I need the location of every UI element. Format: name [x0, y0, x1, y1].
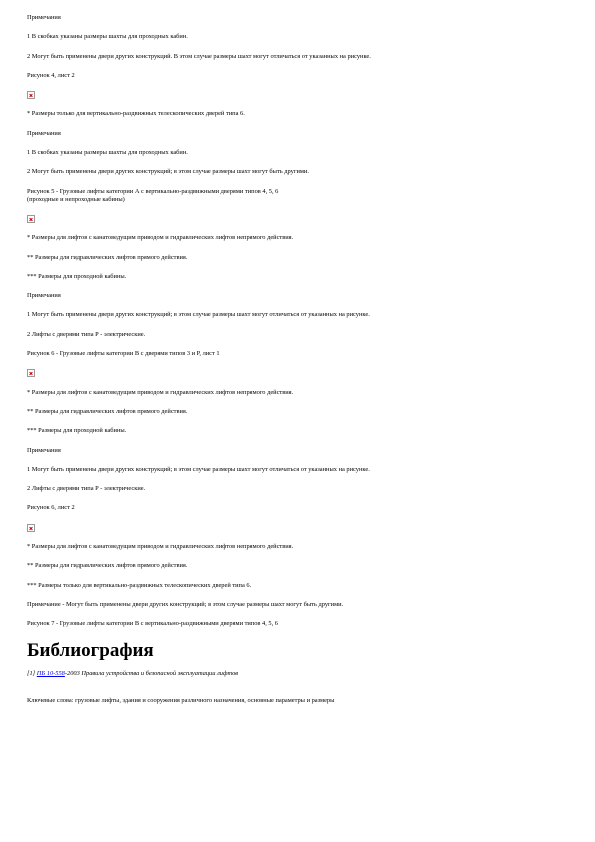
paragraph: Примечания	[27, 446, 61, 454]
paragraph: Рисунок 7 - Грузовые лифты категории В с вертикально-раздвижными дверями типов 4, 5, 6	[27, 620, 279, 628]
paragraph: Примечания	[27, 292, 61, 300]
paragraph: Рисунок 4, лист 2	[27, 71, 75, 79]
paragraph: 1 Могут быть применены двери других конструкций; в этом случае размеры шахт могут отличаться от указанных на рисунке.	[27, 311, 370, 319]
paragraph: Примечания	[27, 14, 61, 21]
paragraph: * Размеры для лифтов с канатоведущим приводом и гидравлических лифтов непрямого действия.	[27, 234, 294, 242]
paragraph: Примечание - Могут быть применены двери других конструкций; в этом случае размеры шахт могут быть другими.	[27, 600, 344, 608]
caption-line: Рисунок 5 - Грузовые лифты категории А с вертикально-раздвижными дверями типов 4, 5, 6	[27, 187, 279, 195]
paragraph: Рисунок 6, лист 2	[27, 504, 75, 512]
paragraph: ** Размеры для гидравлических лифтов прямого действия.	[27, 562, 188, 570]
paragraph: 1 В скобках указаны размеры шахты для проходных кабин.	[27, 149, 188, 157]
paragraph: 2 Могут быть применены двери других конструкций. В этом случае размеры шахт могут отличаться от указанных на рисунке.	[27, 52, 371, 60]
paragraph: 2 Могут быть применены двери других конструкций; в этом случае размеры шахт могут быть другими.	[27, 168, 309, 176]
paragraph: * Размеры для лифтов с канатоведущим приводом и гидравлических лифтов непрямого действия.	[27, 543, 294, 551]
document-page	[27, 14, 572, 705]
broken-image-icon	[27, 91, 35, 99]
reference-title: -2003 Правила устройства и безопасной эксплуатации лифтов	[64, 669, 239, 677]
broken-image-icon	[27, 369, 35, 377]
paragraph: 2 Лифты с дверями типа Р - электрические.	[27, 330, 146, 338]
broken-image-icon	[27, 524, 35, 532]
paragraph: * Размеры только для вертикально-раздвижных телескопических дверей типа 6.	[27, 110, 245, 118]
paragraph: 1 Могут быть применены двери других конструкций; в этом случае размеры шахт могут отличаться от указанных на рисунке.	[27, 465, 370, 473]
paragraph: *** Размеры только для вертикально-раздвижных телескопических дверей типа 6.	[27, 581, 252, 589]
section-heading: Библиография	[27, 639, 154, 661]
paragraph: ** Размеры для гидравлических лифтов прямого действия.	[27, 407, 188, 415]
figure-caption	[27, 188, 572, 204]
bibliography-entry	[27, 670, 572, 678]
keywords: Ключевые слова: грузовые лифты, здания и сооружения различного назначения, основные параметры и размеры	[27, 696, 335, 704]
paragraph: 2 Лифты с дверями типа Р - электрические.	[27, 485, 146, 493]
paragraph: Примечания	[27, 129, 61, 137]
paragraph: ** Размеры для гидравлических лифтов прямого действия.	[27, 253, 188, 261]
paragraph: *** Размеры для проходной кабины.	[27, 272, 127, 280]
paragraph: Рисунок 6 - Грузовые лифты категории В с дверями типов 3 и Р, лист 1	[27, 350, 220, 358]
reference-link[interactable]: ПБ 10-558	[36, 669, 65, 677]
broken-image-icon	[27, 215, 35, 223]
reference-number: [1]	[27, 669, 37, 677]
paragraph: * Размеры для лифтов с канатоведущим приводом и гидравлических лифтов непрямого действия.	[27, 388, 294, 396]
document-body	[27, 14, 572, 705]
paragraph: 1 В скобках указаны размеры шахты для проходных кабин.	[27, 33, 188, 41]
caption-line: (проходные и непроходные кабины)	[27, 195, 125, 203]
paragraph: *** Размеры для проходной кабины.	[27, 427, 127, 435]
